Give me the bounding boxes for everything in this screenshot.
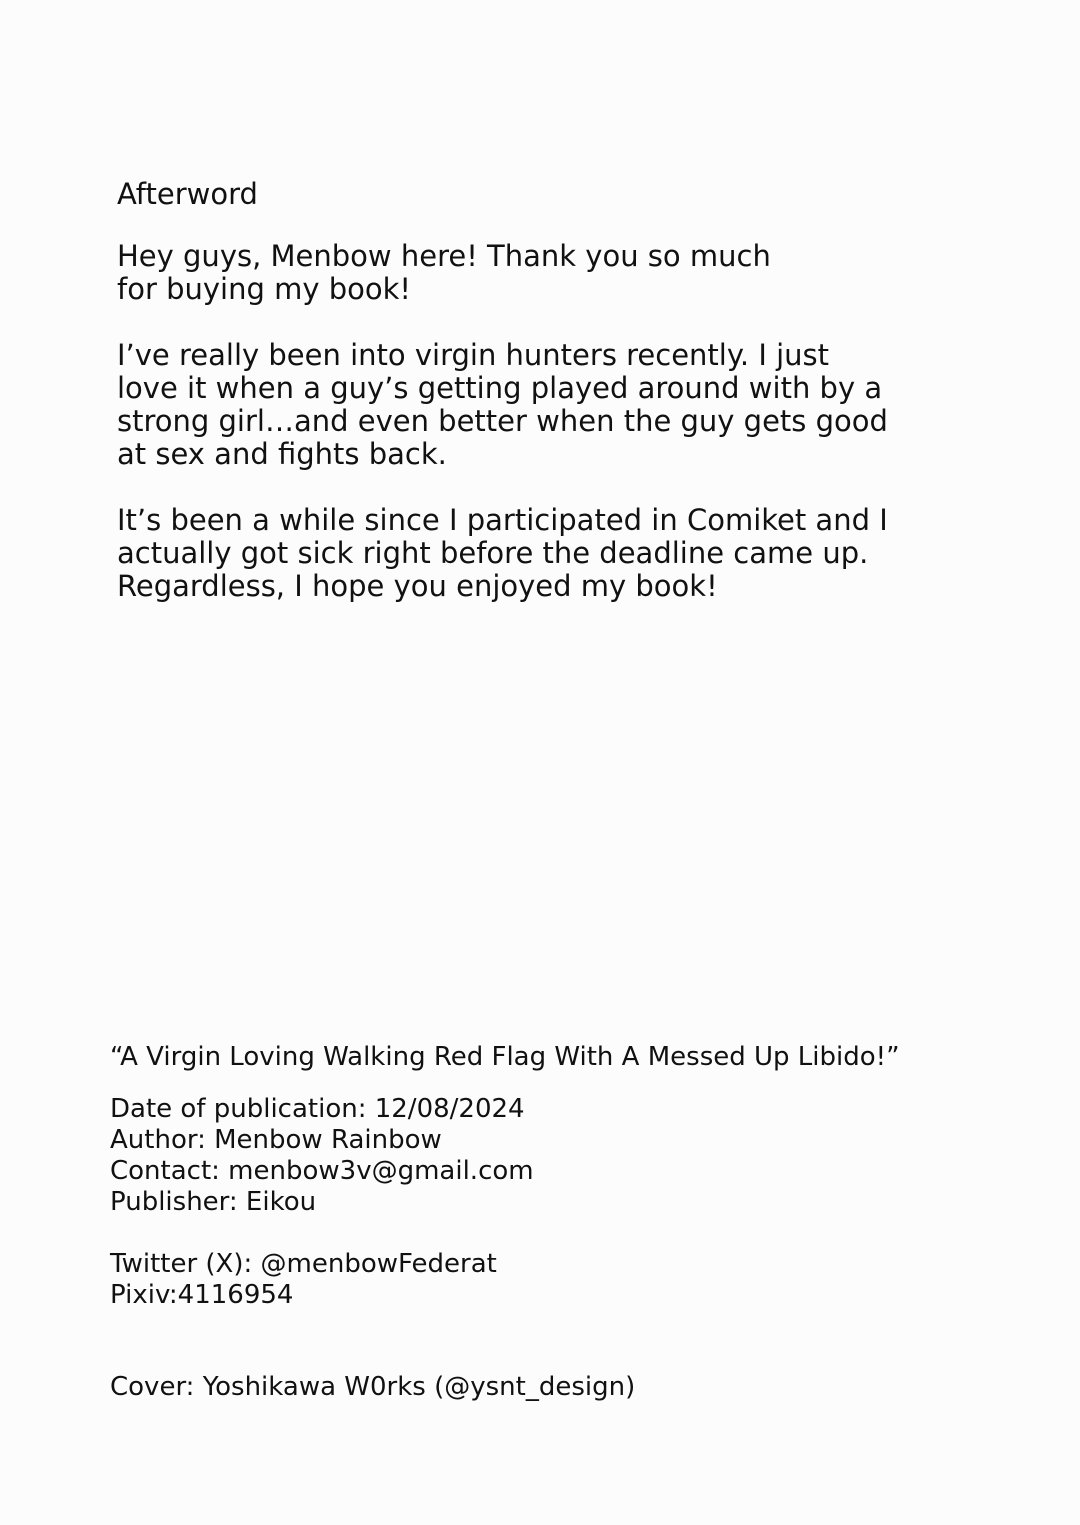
book-title: “A Virgin Loving Walking Red Flag With A Messed Up Libido!” [110,1042,900,1072]
afterword-line: at sex and fights back. [117,437,447,471]
afterword-line: strong girl…and even better when the guy gets good [117,404,888,438]
afterword-line: Hey guys, Menbow here! Thank you so much [117,239,771,273]
afterword-line: I’ve really been into virgin hunters recently. I just [117,338,830,372]
afterword-paragraph-greeting [117,240,1017,306]
afterword-line: actually got sick right before the deadline came up. [117,536,869,570]
publication-date: Date of publication: 12/08/2024 [110,1094,525,1124]
afterword-section [117,174,1017,636]
publisher-credit: Publisher: Eikou [110,1187,317,1217]
afterword-heading: Afterword [117,177,258,211]
afterword-line: It’s been a while since I participated in Comiket and I [117,503,888,537]
afterword-paragraph-comiket [117,504,1017,603]
cover-credit: Cover: Yoshikawa W0rks (@ysnt_design) [110,1372,636,1402]
publication-info [110,1094,1030,1218]
afterword-paragraph-interests [117,339,1017,471]
afterword-line: for buying my book! [117,272,412,306]
afterword-line: love it when a guy’s getting played around with by a [117,371,883,405]
contact-email: Contact: menbow3v@gmail.com [110,1156,534,1186]
social-links [110,1249,1030,1311]
afterword-line: Regardless, I hope you enjoyed my book! [117,569,718,603]
twitter-handle: Twitter (X): @menbowFederat [110,1249,497,1279]
pixiv-id: Pixiv:4116954 [110,1280,294,1310]
author-credit: Author: Menbow Rainbow [110,1125,442,1155]
colophon-section [110,1040,1030,1403]
